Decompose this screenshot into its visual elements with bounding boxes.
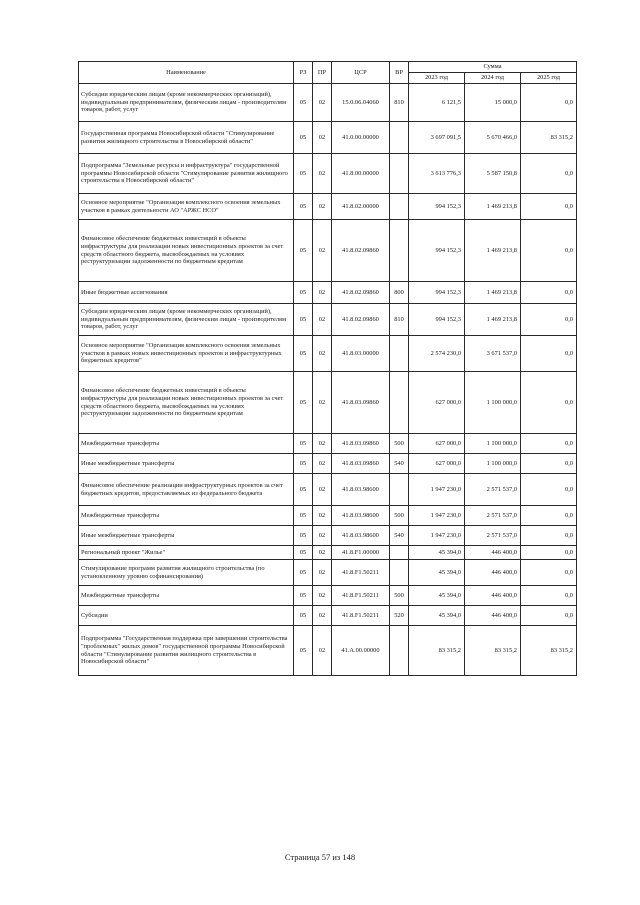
row-vr: 540	[390, 454, 409, 474]
row-vr: 810	[390, 304, 409, 336]
header-vr: ВР	[390, 62, 409, 84]
row-csr: 41.0.00.00000	[332, 122, 390, 154]
row-vr	[390, 220, 409, 282]
row-sum-2024: 1 469 213,8	[465, 304, 521, 336]
header-year-2025: 2025 год	[521, 73, 577, 84]
table-row	[79, 84, 577, 122]
row-pr: 02	[313, 526, 332, 546]
row-rz: 05	[294, 154, 313, 194]
row-sum-2023: 627 000,0	[409, 372, 465, 434]
row-name: Основное мероприятие "Организация комплексного освоения земельных участков в рамках деятельности АО "АРЖС НСО"	[79, 194, 294, 220]
row-sum-2024: 1 100 000,0	[465, 454, 521, 474]
row-csr: 41.8.02.09860	[332, 220, 390, 282]
row-sum-2025: 83 315,2	[521, 626, 577, 676]
row-name: Межбюджетные трансферты	[79, 434, 294, 454]
row-rz: 05	[294, 336, 313, 372]
table-row	[79, 336, 577, 372]
row-csr: 41.8.02.09860	[332, 282, 390, 304]
row-pr: 02	[313, 304, 332, 336]
row-name: Государственная программа Новосибирской области "Стимулирование развития жилищного строительства в Новосибирской области"	[79, 122, 294, 154]
table-row	[79, 122, 577, 154]
row-sum-2025: 83 315,2	[521, 122, 577, 154]
row-sum-2023: 1 947 230,0	[409, 506, 465, 526]
row-sum-2024: 15 000,0	[465, 84, 521, 122]
row-pr: 02	[313, 606, 332, 626]
page-footer: Страница 57 из 148	[284, 852, 356, 862]
table-row	[79, 454, 577, 474]
table-row	[79, 526, 577, 546]
row-name: Подпрограмма "Государственная поддержка при завершении строительства "проблемных" жилых домов" государственной программы Новосибирской области "Стимулирование развития жилищного строительства в Новосибирской области"	[79, 626, 294, 676]
row-sum-2025: 0,0	[521, 474, 577, 506]
row-name: Основное мероприятие "Организация комплексного освоения земельных участков в рамках новых инвестиционных проектов и инфраструктурных бюджетных кредитов"	[79, 336, 294, 372]
row-csr: 41.8.F1.50211	[332, 560, 390, 586]
row-sum-2023: 994 152,3	[409, 220, 465, 282]
row-pr: 02	[313, 474, 332, 506]
row-rz: 05	[294, 372, 313, 434]
row-vr: 810	[390, 84, 409, 122]
header-name: Наименование	[79, 62, 294, 84]
budget-table-sheet	[78, 61, 576, 676]
row-sum-2023: 6 121,5	[409, 84, 465, 122]
row-rz: 05	[294, 194, 313, 220]
row-vr	[390, 372, 409, 434]
row-sum-2023: 994 152,3	[409, 282, 465, 304]
row-sum-2024: 446 400,0	[465, 560, 521, 586]
row-vr: 800	[390, 282, 409, 304]
row-pr: 02	[313, 220, 332, 282]
table-row	[79, 586, 577, 606]
row-name: Региональный проект "Жилье"	[79, 546, 294, 560]
row-sum-2024: 3 671 537,0	[465, 336, 521, 372]
row-vr: 500	[390, 434, 409, 454]
row-sum-2024: 2 571 537,0	[465, 474, 521, 506]
row-sum-2023: 45 394,0	[409, 546, 465, 560]
row-vr	[390, 626, 409, 676]
row-csr: 41.8.03.98600	[332, 526, 390, 546]
row-pr: 02	[313, 626, 332, 676]
table-row	[79, 506, 577, 526]
row-rz: 05	[294, 626, 313, 676]
table-row	[79, 626, 577, 676]
header-sum: Сумма	[409, 62, 577, 73]
row-csr: 41.8.03.09860	[332, 372, 390, 434]
row-sum-2025: 0,0	[521, 454, 577, 474]
row-sum-2024: 446 400,0	[465, 606, 521, 626]
row-vr	[390, 560, 409, 586]
row-pr: 02	[313, 434, 332, 454]
row-sum-2023: 994 152,3	[409, 194, 465, 220]
row-sum-2024: 1 469 213,8	[465, 282, 521, 304]
row-sum-2023: 627 000,0	[409, 454, 465, 474]
row-name: Субсидии юридическим лицам (кроме некоммерческих организаций), индивидуальным предпринимателям, физическим лицам - производителям товаров, работ, услуг	[79, 304, 294, 336]
row-vr: 500	[390, 586, 409, 606]
row-pr: 02	[313, 560, 332, 586]
row-rz: 05	[294, 526, 313, 546]
table-row	[79, 560, 577, 586]
row-rz: 05	[294, 84, 313, 122]
row-sum-2025: 0,0	[521, 546, 577, 560]
row-sum-2023: 994 152,3	[409, 304, 465, 336]
row-name: Финансовое обеспечение реализации инфраструктурных проектов за счет бюджетных кредитов, предоставляемых из федерального бюджета	[79, 474, 294, 506]
row-sum-2023: 45 394,0	[409, 586, 465, 606]
row-rz: 05	[294, 606, 313, 626]
row-sum-2024: 1 469 213,8	[465, 220, 521, 282]
row-sum-2023: 83 315,2	[409, 626, 465, 676]
row-sum-2024: 2 571 537,0	[465, 506, 521, 526]
table-body	[79, 84, 577, 676]
row-sum-2024: 1 100 000,0	[465, 372, 521, 434]
row-pr: 02	[313, 122, 332, 154]
row-vr	[390, 154, 409, 194]
table-row	[79, 282, 577, 304]
budget-table	[78, 61, 577, 676]
row-vr: 540	[390, 526, 409, 546]
row-sum-2025: 0,0	[521, 194, 577, 220]
row-name: Иные бюджетные ассигнования	[79, 282, 294, 304]
row-rz: 05	[294, 454, 313, 474]
row-rz: 05	[294, 434, 313, 454]
table-row	[79, 546, 577, 560]
row-sum-2025: 0,0	[521, 304, 577, 336]
row-csr: 41.8.F1.00000	[332, 546, 390, 560]
row-sum-2023: 1 947 230,0	[409, 526, 465, 546]
header-csr: ЦСР	[332, 62, 390, 84]
row-sum-2023: 627 000,0	[409, 434, 465, 454]
row-csr: 41.8.02.00000	[332, 194, 390, 220]
row-name: Стимулирование программ развития жилищного строительства (по установленному уровню софинансирования)	[79, 560, 294, 586]
row-sum-2025: 0,0	[521, 526, 577, 546]
header-year-2023: 2023 год	[409, 73, 465, 84]
row-sum-2023: 3 697 091,5	[409, 122, 465, 154]
row-pr: 02	[313, 154, 332, 194]
header-year-2024: 2024 год	[465, 73, 521, 84]
table-row	[79, 220, 577, 282]
table-row	[79, 606, 577, 626]
row-sum-2024: 1 100 000,0	[465, 434, 521, 454]
row-pr: 02	[313, 336, 332, 372]
row-pr: 02	[313, 454, 332, 474]
row-name: Субсидии	[79, 606, 294, 626]
row-vr	[390, 336, 409, 372]
row-csr: 41.8.03.09860	[332, 434, 390, 454]
table-row	[79, 194, 577, 220]
row-sum-2024: 83 315,2	[465, 626, 521, 676]
header-rz: РЗ	[294, 62, 313, 84]
row-sum-2025: 0,0	[521, 506, 577, 526]
row-sum-2025: 0,0	[521, 336, 577, 372]
row-sum-2023: 3 613 776,3	[409, 154, 465, 194]
row-csr: 41.8.00.00000	[332, 154, 390, 194]
row-rz: 05	[294, 122, 313, 154]
table-row	[79, 434, 577, 454]
row-name: Финансовое обеспечение бюджетных инвестиций в объекты инфраструктуры для реализации новых инвестиционных проектов за счет средств областного бюджета, высвобождаемых на условиях реструктуризации задолженности по бюджетным кредитам	[79, 220, 294, 282]
row-sum-2025: 0,0	[521, 606, 577, 626]
row-sum-2025: 0,0	[521, 84, 577, 122]
row-sum-2024: 446 400,0	[465, 546, 521, 560]
row-sum-2025: 0,0	[521, 586, 577, 606]
row-sum-2024: 446 400,0	[465, 586, 521, 606]
row-csr: 41.8.03.00000	[332, 336, 390, 372]
table-row	[79, 474, 577, 506]
row-name: Подпрограмма "Земельные ресурсы и инфраструктура" государственной программы Новосибирской области "Стимулирование развития жилищного строительства в Новосибирской области"	[79, 154, 294, 194]
row-rz: 05	[294, 560, 313, 586]
table-row	[79, 372, 577, 434]
row-vr	[390, 474, 409, 506]
row-sum-2025: 0,0	[521, 282, 577, 304]
row-csr: 41.8.03.98600	[332, 506, 390, 526]
row-sum-2023: 1 947 230,0	[409, 474, 465, 506]
row-rz: 05	[294, 506, 313, 526]
row-name: Иные межбюджетные трансферты	[79, 454, 294, 474]
row-pr: 02	[313, 586, 332, 606]
row-name: Иные межбюджетные трансферты	[79, 526, 294, 546]
row-pr: 02	[313, 546, 332, 560]
row-pr: 02	[313, 84, 332, 122]
row-pr: 02	[313, 282, 332, 304]
row-rz: 05	[294, 282, 313, 304]
row-vr: 500	[390, 506, 409, 526]
row-csr: 41.8.F1.50211	[332, 586, 390, 606]
row-sum-2024: 2 571 537,0	[465, 526, 521, 546]
row-pr: 02	[313, 506, 332, 526]
row-sum-2024: 1 469 213,8	[465, 194, 521, 220]
row-rz: 05	[294, 546, 313, 560]
row-csr: 41.8.03.09860	[332, 454, 390, 474]
row-rz: 05	[294, 220, 313, 282]
row-sum-2025: 0,0	[521, 560, 577, 586]
row-name: Субсидии юридическим лицам (кроме некоммерческих организаций), индивидуальным предпринимателям, физическим лицам - производителям товаров, работ, услуг	[79, 84, 294, 122]
row-sum-2025: 0,0	[521, 434, 577, 454]
row-name: Финансовое обеспечение бюджетных инвестиций в объекты инфраструктуры для реализации новых инвестиционных проектов за счет средств областного бюджета, высвобождаемых на условиях реструктуризации задолженности по бюджетным кредитам	[79, 372, 294, 434]
row-csr: 41.8.03.98600	[332, 474, 390, 506]
row-csr: 15.0.06.04060	[332, 84, 390, 122]
row-csr: 41.А.00.00000	[332, 626, 390, 676]
row-sum-2024: 5 587 150,8	[465, 154, 521, 194]
row-pr: 02	[313, 372, 332, 434]
row-sum-2023: 45 394,0	[409, 606, 465, 626]
row-csr: 41.8.F1.50211	[332, 606, 390, 626]
row-vr: 520	[390, 606, 409, 626]
row-sum-2023: 2 574 230,0	[409, 336, 465, 372]
row-sum-2025: 0,0	[521, 220, 577, 282]
row-rz: 05	[294, 304, 313, 336]
row-vr	[390, 194, 409, 220]
row-sum-2023: 45 394,0	[409, 560, 465, 586]
row-sum-2024: 5 670 466,0	[465, 122, 521, 154]
table-row	[79, 304, 577, 336]
row-csr: 41.8.02.09860	[332, 304, 390, 336]
row-rz: 05	[294, 474, 313, 506]
row-name: Межбюджетные трансферты	[79, 586, 294, 606]
row-vr	[390, 122, 409, 154]
row-rz: 05	[294, 586, 313, 606]
row-sum-2025: 0,0	[521, 372, 577, 434]
row-pr: 02	[313, 194, 332, 220]
row-vr	[390, 546, 409, 560]
table-row	[79, 154, 577, 194]
row-name: Межбюджетные трансферты	[79, 506, 294, 526]
header-pr: ПР	[313, 62, 332, 84]
row-sum-2025: 0,0	[521, 154, 577, 194]
